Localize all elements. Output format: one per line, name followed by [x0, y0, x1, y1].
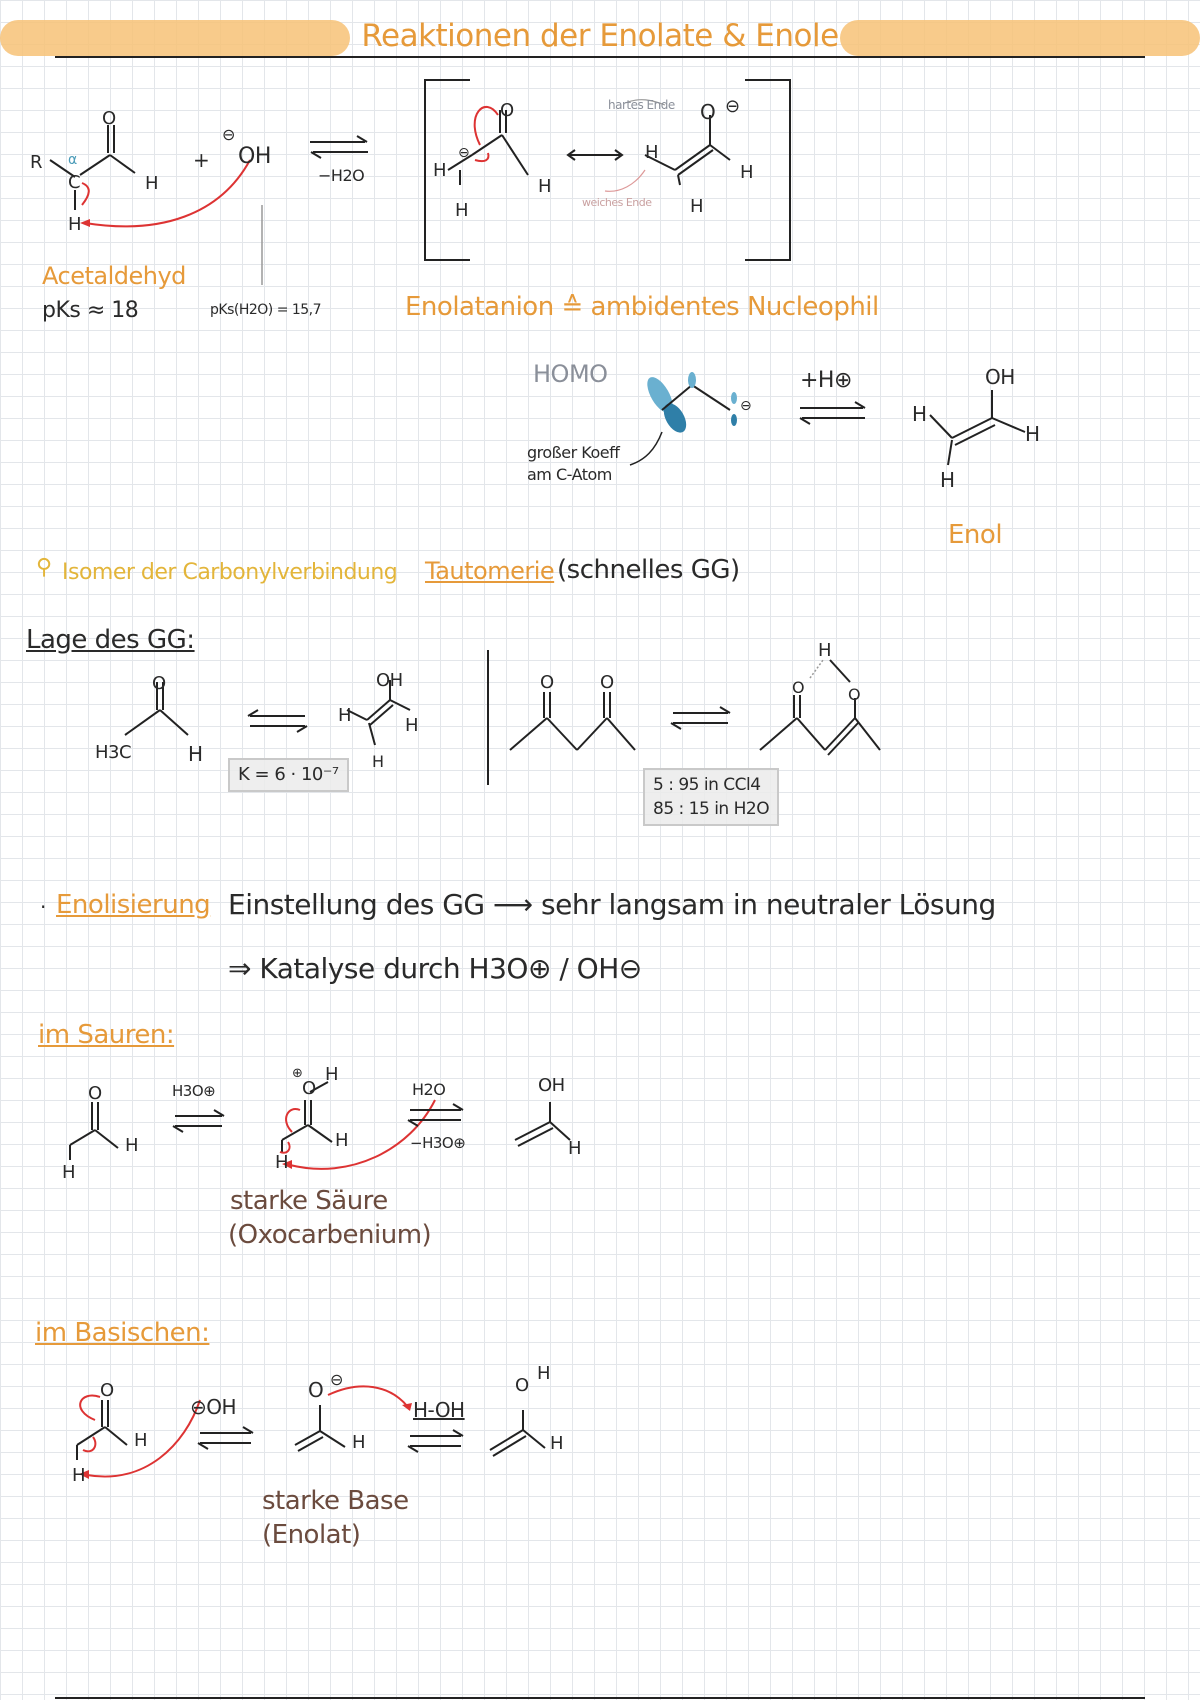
basisch-oh-label: ⊖OH	[190, 1395, 237, 1419]
basisch-enol	[485, 1390, 565, 1470]
enolatanion-label: Enolatanion ≙ ambidentes Nucleophil	[405, 292, 879, 322]
isomer-suffix: (schnelles GG)	[557, 555, 740, 585]
enolate-right-h3: H	[690, 196, 704, 217]
lage-enol-h1: H	[338, 705, 352, 726]
sauer-heading: im Sauren:	[38, 1020, 175, 1050]
enolisierung-line-1: Einstellung des GG ⟶ sehr langsam in neutraler Lösung	[228, 888, 996, 921]
tautomerie-term: Tautomerie	[425, 557, 555, 585]
ratio-line-2: 85 : 15 in H2O	[653, 799, 770, 819]
enolate-right-charge: ⊖	[725, 96, 740, 117]
ratio-line-1: 5 : 95 in CCl4	[653, 775, 761, 795]
enol-diketone-o2: O	[848, 685, 861, 704]
ratio-box	[643, 768, 779, 826]
hydroxide-ion: OH	[238, 144, 271, 169]
enolisierung-line-2: ⇒ Katalyse durch H3O⊕ / OH⊖	[228, 952, 642, 985]
plus-sign: +	[193, 148, 210, 172]
sauer-ald-h2: H	[62, 1162, 76, 1183]
homo-label: HOMO	[533, 360, 608, 388]
basisch-enol-oh-h: H	[537, 1363, 551, 1384]
title-highlight-right	[840, 20, 1200, 56]
acetaldehyd-label: Acetaldehyd	[42, 262, 186, 290]
enolat-label: (Enolat)	[262, 1520, 361, 1550]
sauer-h3o-bottom: −H3O⊕	[410, 1134, 466, 1152]
enolisierung-term: Enolisierung	[56, 890, 211, 920]
sauer-ald-h1: H	[125, 1135, 139, 1156]
sauer-enol-oh: OH	[538, 1075, 565, 1096]
basisch-enolate-o: O	[308, 1378, 324, 1402]
enol-bullet: ·	[40, 895, 46, 919]
atom-o-acetaldehyde: O	[102, 108, 116, 129]
enol-diketone-o1: O	[792, 678, 805, 697]
pks-water: pKs(H2O) = 15,7	[210, 302, 322, 318]
basisch-ald-o: O	[100, 1380, 114, 1401]
basisch-ald-h1: H	[134, 1430, 148, 1451]
enolate-right-h2: H	[740, 162, 754, 183]
page-title: Reaktionen der Enolate & Enole	[361, 18, 839, 54]
atom-h-aldehyde: H	[145, 173, 159, 194]
diketone-o1: O	[540, 672, 554, 693]
basisch-equilibrium-1	[195, 1425, 260, 1451]
equilibrium-arrow-2	[795, 398, 870, 428]
enolate-left-o: O	[500, 100, 514, 121]
lage-divider	[487, 650, 489, 785]
minus-water-label: −H2O	[318, 166, 365, 185]
sauer-equilibrium-2	[405, 1102, 470, 1128]
oxo-h2: H	[275, 1152, 289, 1173]
atom-r: R	[30, 152, 43, 173]
diketone-structure	[505, 670, 645, 760]
bottom-rule	[55, 1697, 1145, 1699]
lage-equilibrium-2	[668, 705, 738, 735]
basisch-enol-oh: O	[515, 1375, 529, 1396]
title-highlight-left	[0, 20, 350, 56]
sauer-enol-h: H	[568, 1138, 582, 1159]
koeff-label-2: am C-Atom	[527, 465, 612, 484]
starke-saeure-label: starke Säure	[230, 1186, 388, 1216]
lage-ald-h3c: H3C	[95, 742, 132, 763]
starke-base-label: starke Base	[262, 1486, 409, 1516]
enol-label: Enol	[948, 520, 1003, 550]
plus-h-label: +H⊕	[800, 368, 852, 393]
isomer-prefix: Isomer der Carbonylverbindung	[62, 560, 398, 585]
basisch-ald-h2: H	[72, 1465, 86, 1486]
lage-enol-h3: H	[372, 752, 384, 771]
lage-heading: Lage des GG:	[26, 625, 195, 655]
sauer-h3o-top: H3O⊕	[172, 1082, 216, 1100]
homo-o-charge: ⊖	[740, 398, 752, 414]
atom-h-alpha: H	[68, 214, 82, 235]
title-underline	[55, 56, 1145, 58]
lage-enol-oh: OH	[376, 670, 403, 691]
lage-enol-h2: H	[405, 715, 419, 736]
isomer-icon: ⚲	[36, 555, 52, 580]
lage-ald-o: O	[152, 673, 166, 694]
enol-h3: H	[940, 468, 955, 492]
oxocarbenium-label: (Oxocarbenium)	[228, 1220, 432, 1250]
enolate-right-o: O	[700, 100, 716, 124]
pks-acetaldehyd: pKs ≈ 18	[42, 298, 139, 323]
basisch-enolate-h: H	[352, 1432, 366, 1453]
oxo-o: O	[302, 1078, 316, 1099]
enolate-left-h3: H	[538, 176, 552, 197]
alpha-marker: α	[68, 152, 77, 168]
basisch-enol-h: H	[550, 1433, 564, 1454]
enol-h2: H	[1025, 422, 1040, 446]
atom-c: C	[68, 172, 81, 193]
k-value-box: K = 6 · 10⁻⁷	[228, 758, 349, 792]
koeff-label-1: großer Koeff	[527, 443, 620, 462]
equilibrium-arrow-1	[305, 132, 375, 162]
sauer-h2o-top: H2O	[412, 1080, 446, 1099]
lage-equilibrium-1	[245, 708, 315, 738]
homo-orbital-diagram	[620, 370, 770, 470]
enol-h1: H	[912, 402, 927, 426]
basisch-heading: im Basischen:	[35, 1318, 210, 1348]
enolate-left-h1: H	[433, 160, 447, 181]
enolate-right-h1: H	[645, 142, 659, 163]
enolate-left-charge: ⊖	[458, 145, 470, 161]
oxo-h1: H	[335, 1130, 349, 1151]
basisch-enolate-charge: ⊖	[330, 1370, 343, 1389]
sauer-equilibrium-1	[170, 1108, 230, 1134]
basisch-equilibrium-2	[405, 1428, 470, 1454]
weiches-ende-label: weiches Ende	[582, 196, 652, 209]
sauer-ald-o: O	[88, 1083, 102, 1104]
diketone-o2: O	[600, 672, 614, 693]
oxo-pos-charge: ⊕	[292, 1066, 303, 1081]
enol-oh: OH	[985, 365, 1015, 389]
enolate-left-h2: H	[455, 200, 469, 221]
enol-diketone-h: H	[818, 640, 832, 661]
basisch-h-oh: H-OH	[413, 1398, 465, 1422]
lage-ald-h: H	[188, 742, 203, 766]
hydroxide-charge: ⊖	[222, 125, 235, 144]
hartes-ende-label: hartes Ende	[608, 98, 675, 112]
oxo-h-top: H	[325, 1064, 339, 1085]
